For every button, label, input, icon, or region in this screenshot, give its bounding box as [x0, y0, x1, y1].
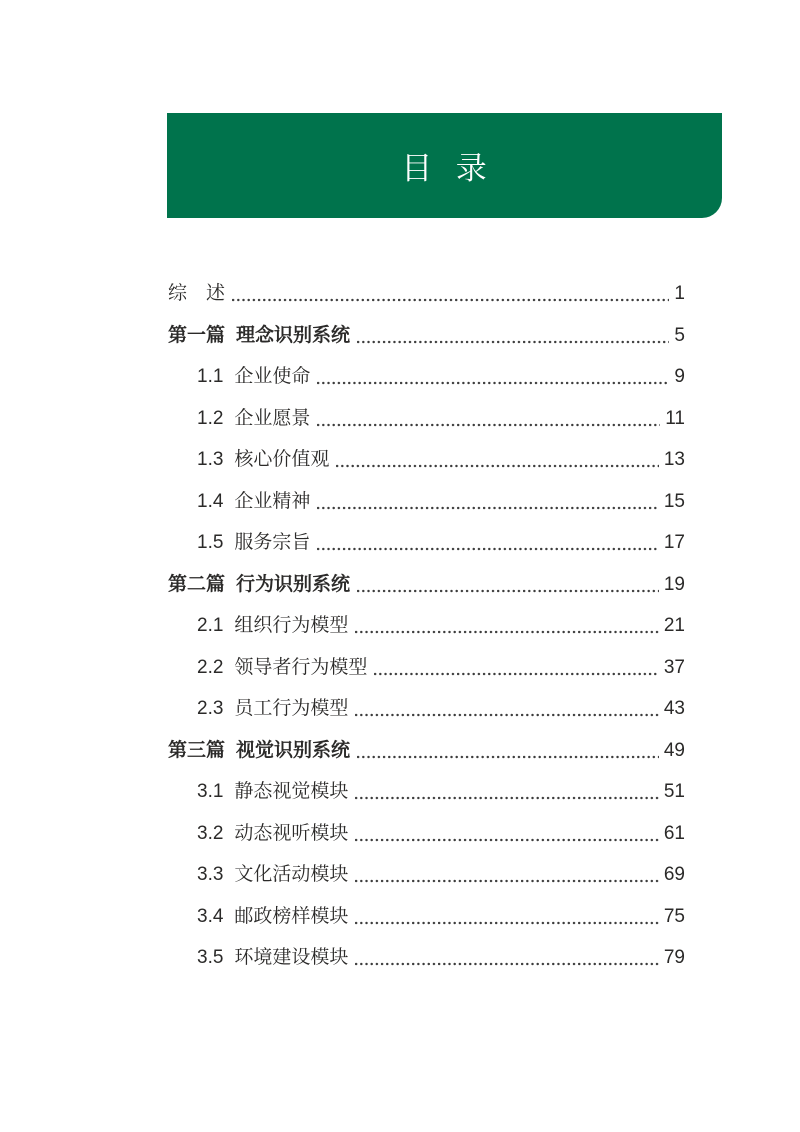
- toc-entry-number: 1.1: [197, 366, 224, 387]
- toc-entry-page: 19: [663, 573, 685, 595]
- dot-leader: [355, 796, 658, 800]
- toc-entry[interactable]: [168, 782, 685, 802]
- dot-leader: [317, 506, 658, 510]
- toc-entry-number: 2.3: [197, 698, 224, 719]
- toc-entry-page: 61: [663, 822, 685, 844]
- toc-entry-page: 13: [663, 449, 685, 470]
- dot-leader: [317, 547, 658, 551]
- toc-entry-label: 服务宗旨: [234, 532, 311, 553]
- dot-leader: [357, 340, 669, 344]
- toc-entry[interactable]: [168, 824, 685, 844]
- toc-entry[interactable]: [168, 533, 685, 553]
- toc-entry-label: 环境建设模块: [234, 947, 349, 968]
- toc-list: [168, 284, 685, 968]
- dot-leader: [355, 838, 658, 842]
- dot-leader: [317, 423, 660, 427]
- toc-entry-label: 核心价值观: [234, 449, 330, 470]
- toc-entry[interactable]: [168, 907, 685, 927]
- toc-entry-number: 第一篇: [168, 324, 226, 346]
- toc-entry-label: 企业愿景: [234, 407, 311, 429]
- toc-entry[interactable]: [168, 616, 685, 636]
- dot-leader: [355, 962, 658, 966]
- toc-entry-page: 11: [665, 407, 685, 429]
- toc-entry-label: 动态视听模块: [234, 822, 349, 844]
- toc-entry-number: 第二篇: [168, 573, 226, 595]
- toc-entry-number: 3.1: [197, 781, 224, 802]
- toc-entry[interactable]: [168, 865, 685, 885]
- toc-entry-page: 51: [663, 781, 685, 802]
- dot-leader: [355, 630, 658, 634]
- dot-leader: [355, 713, 658, 717]
- toc-entry-number: 1.2: [197, 407, 224, 429]
- dot-leader: [336, 464, 658, 468]
- toc-entry[interactable]: [168, 450, 685, 470]
- dot-leader: [357, 755, 659, 759]
- toc-entry-label: 企业使命: [234, 366, 311, 387]
- toc-entry-page: 49: [663, 739, 685, 761]
- toc-entry-label: 邮政榜样模块: [234, 905, 349, 927]
- toc-entry-page: 69: [663, 864, 685, 885]
- toc-entry-label: 员工行为模型: [234, 698, 349, 719]
- toc-entry[interactable]: [168, 575, 685, 595]
- toc-entry-page: 5: [674, 324, 685, 346]
- toc-entry-label: 静态视觉模块: [234, 781, 349, 802]
- toc-entry-label: 综 述: [168, 283, 226, 304]
- toc-entry-page: 15: [663, 490, 685, 512]
- toc-entry-page: 17: [663, 532, 685, 553]
- toc-entry-page: 75: [663, 905, 685, 927]
- toc-entry-page: 1: [674, 283, 685, 304]
- toc-entry[interactable]: [168, 326, 685, 346]
- toc-entry-label: 视觉识别系统: [236, 739, 351, 761]
- toc-entry-label: 文化活动模块: [234, 864, 349, 885]
- toc-entry[interactable]: [168, 409, 685, 429]
- toc-entry-page: 37: [663, 656, 685, 678]
- dot-leader: [355, 921, 658, 925]
- dot-leader: [232, 298, 669, 302]
- toc-header-banner: [167, 113, 722, 218]
- toc-entry-label: 组织行为模型: [234, 615, 349, 636]
- toc-entry[interactable]: [168, 492, 685, 512]
- toc-entry-number: 2.2: [197, 656, 224, 678]
- toc-entry-number: 3.3: [197, 864, 224, 885]
- toc-entry-number: 1.4: [197, 490, 224, 512]
- toc-entry-number: 3.5: [197, 947, 224, 968]
- toc-entry[interactable]: [168, 741, 685, 761]
- dot-leader: [374, 672, 658, 676]
- dot-leader: [357, 589, 659, 593]
- toc-entry-label: 企业精神: [234, 490, 311, 512]
- toc-entry-number: 2.1: [197, 615, 224, 636]
- toc-entry-number: 3.2: [197, 822, 224, 844]
- dot-leader: [317, 381, 669, 385]
- dot-leader: [355, 879, 658, 883]
- toc-entry-number: 1.5: [197, 532, 224, 553]
- toc-entry-page: 9: [674, 366, 685, 387]
- toc-entry[interactable]: [168, 367, 685, 387]
- toc-entry-number: 1.3: [197, 449, 224, 470]
- toc-entry-page: 43: [663, 698, 685, 719]
- toc-entry-label: 理念识别系统: [236, 324, 351, 346]
- toc-entry[interactable]: [168, 284, 685, 304]
- toc-entry[interactable]: [168, 699, 685, 719]
- page-title: 目 录: [401, 151, 488, 186]
- toc-entry-page: 21: [663, 615, 685, 636]
- toc-entry-label: 行为识别系统: [236, 573, 351, 595]
- toc-entry[interactable]: [168, 948, 685, 968]
- toc-entry-label: 领导者行为模型: [234, 656, 368, 678]
- toc-entry-number: 3.4: [197, 905, 224, 927]
- toc-entry[interactable]: [168, 658, 685, 678]
- toc-entry-number: 第三篇: [168, 739, 226, 761]
- toc-entry-page: 79: [663, 947, 685, 968]
